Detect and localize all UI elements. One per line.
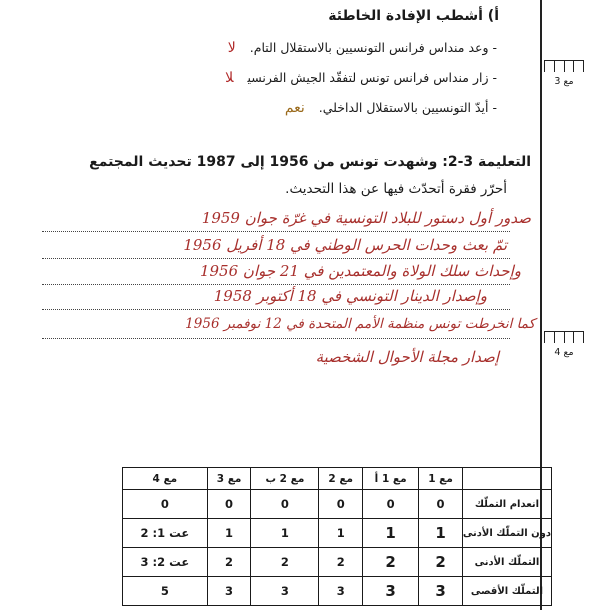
margin-label: مع 4 (554, 347, 574, 358)
level-label: دون التملّك الأدنى (462, 519, 551, 548)
table-header: مع 4 (123, 468, 208, 490)
score-cell: 1 (419, 519, 463, 548)
level-label: التملّك الأدنى (462, 548, 551, 577)
table-header: مع 1 أ (363, 468, 419, 490)
dotted-line (42, 284, 510, 285)
score-cell: 3 (319, 577, 363, 606)
score-cell: 3 (251, 577, 319, 606)
statement-text: - زار منداس فرانس تونس لتفقّد الجيش الفرنسي (247, 70, 497, 85)
score-cell: 1 (207, 519, 251, 548)
table-row (123, 577, 552, 606)
score-cell: 0 (419, 490, 463, 519)
level-label: التملّك الأقصى (462, 577, 551, 606)
score-cell: 3 (419, 577, 463, 606)
statement-3 (285, 100, 497, 116)
score-cell: 0 (251, 490, 319, 519)
dotted-line (42, 338, 510, 339)
handwritten-line: وإصدار الدينار التونسي في 18 أكتوبر 1958 (213, 287, 487, 305)
dotted-line (42, 258, 510, 259)
table-corner-cell (462, 468, 551, 490)
score-cell: 2 (319, 548, 363, 577)
statement-text: - أيدّ التونسيين بالاستقلال الداخلي. (318, 100, 497, 115)
score-cell: عت 2: 3 (123, 548, 208, 577)
score-cell: 1 (319, 519, 363, 548)
task2-instruction: التعليمة 3-2: وشهدت تونس من 1956 إلى 1987 تحديث المجتمع (89, 154, 531, 170)
score-cell: 3 (363, 577, 419, 606)
margin-label: مع 3 (554, 76, 574, 87)
score-cell: 2 (419, 548, 463, 577)
handwritten-line: تمّ بعث وحدات الحرس الوطني في 18 أفريل 1956 (183, 236, 507, 254)
statement-2 (225, 70, 497, 86)
score-cell: 0 (123, 490, 208, 519)
table-row (123, 548, 552, 577)
score-boxes (544, 60, 584, 72)
task2-question: أحرّر فقرة أتحدّث فيها عن هذا التحديث. (285, 181, 507, 197)
score-cell: 5 (123, 577, 208, 606)
answer-mark: لا (225, 70, 234, 86)
table-header: مع 1 (419, 468, 463, 490)
score-cell: 2 (207, 548, 251, 577)
answer-mark: لا (227, 40, 236, 56)
table-header: مع 2 ب (251, 468, 319, 490)
handwritten-line: إصدار مجلة الأحوال الشخصية (315, 348, 499, 366)
score-cell: 2 (363, 548, 419, 577)
score-cell: عت 1: 2 (123, 519, 208, 548)
dotted-line (42, 231, 510, 232)
score-cell: 3 (207, 577, 251, 606)
score-cell: 0 (207, 490, 251, 519)
table-row (123, 519, 552, 548)
score-boxes (544, 331, 584, 343)
handwritten-line: صدور أول دستور للبلاد التونسية في غرّة جوان 1959 (201, 209, 531, 227)
table-row (123, 490, 552, 519)
score-cell: 1 (251, 519, 319, 548)
handwritten-line: كما انخرطت تونس منظمة الأمم المتحدة في 12 نوفمبر 1956 (185, 316, 535, 332)
criteria-table (122, 467, 552, 606)
task1-title: أ) أشطب الإفادة الخاطئة (328, 8, 499, 24)
table-header: مع 3 (207, 468, 251, 490)
statement-text: - وعد منداس فرانس التونسيين بالاستقلال التام. (249, 40, 497, 55)
score-cell: 1 (363, 519, 419, 548)
dotted-line (42, 309, 510, 310)
score-cell: 0 (319, 490, 363, 519)
table-header: مع 2 (319, 468, 363, 490)
score-cell: 0 (363, 490, 419, 519)
answer-mark: نعم (284, 100, 305, 116)
handwritten-line: وإحداث سلك الولاة والمعتمدين في 21 جوان 1956 (199, 262, 521, 280)
statement-1 (228, 40, 497, 56)
table-header-row (123, 468, 552, 490)
score-cell: 2 (251, 548, 319, 577)
level-label: انعدام التملّك (462, 490, 551, 519)
